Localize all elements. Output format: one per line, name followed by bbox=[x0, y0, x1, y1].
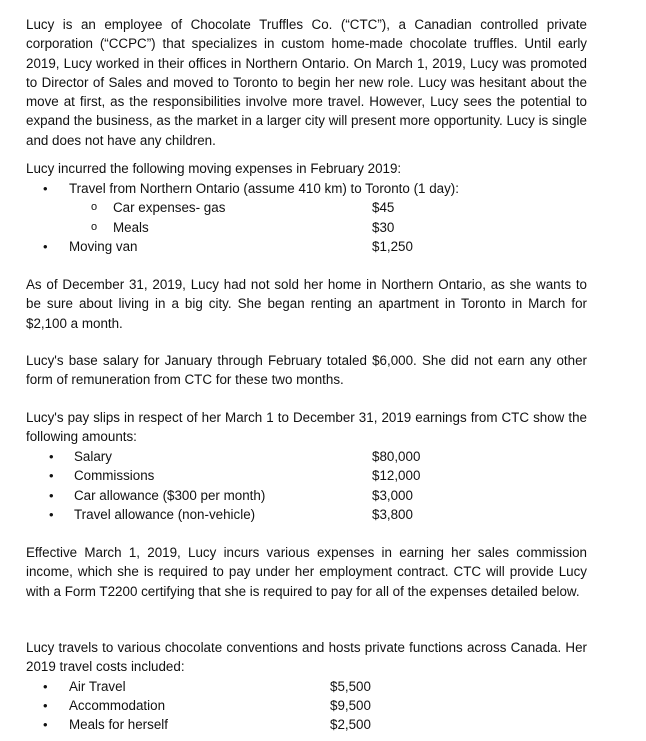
item-label: Meals for herself bbox=[69, 717, 168, 732]
list-item-commissions bbox=[0, 466, 646, 485]
list-item-accommodation bbox=[0, 696, 646, 715]
item-amount: $45 bbox=[372, 200, 395, 215]
item-label: Meals bbox=[113, 220, 149, 235]
bullet-icon: • bbox=[49, 507, 54, 522]
list-item-moving-van bbox=[0, 237, 646, 256]
item-amount: $12,000 bbox=[372, 468, 421, 483]
list-item-air-travel bbox=[0, 677, 646, 696]
item-label: Air Travel bbox=[69, 679, 126, 694]
item-amount: $80,000 bbox=[372, 449, 421, 464]
sub-list-item-meals bbox=[0, 218, 646, 237]
item-label: Moving van bbox=[69, 239, 138, 254]
base-salary-paragraph: Lucy's base salary for January through February totaled $6,000. She did not earn any other form of remuneration from CTC for these two months. bbox=[26, 353, 587, 388]
bullet-icon: • bbox=[43, 717, 48, 732]
item-amount: $9,500 bbox=[330, 698, 371, 713]
item-amount: $3,000 bbox=[372, 488, 413, 503]
sub-list-item-gas bbox=[0, 198, 646, 217]
item-label: Travel allowance (non-vehicle) bbox=[74, 507, 256, 522]
bullet-icon: • bbox=[49, 449, 54, 464]
item-label: Car expenses- gas bbox=[113, 200, 226, 215]
item-label: Commissions bbox=[74, 468, 155, 483]
item-label: Travel from Northern Ontario (assume 410 km) to Toronto (1 day): bbox=[69, 181, 459, 196]
item-amount: $2,500 bbox=[330, 717, 371, 732]
bullet-icon: • bbox=[49, 468, 54, 483]
item-amount: $30 bbox=[372, 220, 395, 235]
item-amount: $3,800 bbox=[372, 507, 413, 522]
list-item-meals-herself bbox=[0, 715, 646, 734]
travel-intro: Lucy travels to various chocolate conventions and hosts private functions across Canada. Her 2019 travel costs included: bbox=[26, 640, 587, 675]
item-label: Accommodation bbox=[69, 698, 166, 713]
item-label: Salary bbox=[74, 449, 112, 464]
home-paragraph: As of December 31, 2019, Lucy had not sold her home in Northern Ontario, as she wants to be sure about living in a big city. She began renting an apartment in Toronto in March for $2,100 a month. bbox=[26, 277, 587, 331]
bullet-icon: • bbox=[43, 679, 48, 694]
item-amount: $5,500 bbox=[330, 679, 371, 694]
item-label: Car allowance ($300 per month) bbox=[74, 488, 266, 503]
bullet-icon: • bbox=[49, 488, 54, 503]
bullet-icon: • bbox=[43, 181, 48, 196]
item-amount: $1,250 bbox=[372, 239, 413, 254]
bullet-icon: • bbox=[43, 239, 48, 254]
effective-paragraph: Effective March 1, 2019, Lucy incurs various expenses in earning her sales commission income, which she is required to pay under her employment contract. CTC will provide Lucy with a Form T2200 certifying that she is required to pay for all of the expenses detailed below. bbox=[26, 545, 587, 599]
payslips-intro: Lucy's pay slips in respect of her March 1 to December 31, 2019 earnings from CTC show the following amounts: bbox=[26, 410, 587, 445]
moving-expenses-intro: Lucy incurred the following moving expenses in February 2019: bbox=[26, 161, 402, 176]
bullet-icon: • bbox=[43, 698, 48, 713]
list-item-travel-allowance bbox=[0, 505, 646, 524]
circle-bullet-icon: o bbox=[91, 201, 98, 213]
circle-bullet-icon: o bbox=[91, 221, 98, 233]
intro-paragraph: Lucy is an employee of Chocolate Truffles Co. (“CTC”), a Canadian controlled private corporation (“CCPC”) that specializes in custom home-made chocolate truffles. Until early 2019, Lucy worked in their offices in Northern Ontario. On March 1, 2019, Lucy was promoted to Director of Sales and moved to Toronto to begin her new role. Lucy was hesitant about the move at first, as the responsibilities involve more travel. However, Lucy sees the potential to expand the business, as the market in a larger city will present more opportunity. Lucy is single and does not have any children. bbox=[26, 17, 587, 148]
list-item-travel bbox=[0, 179, 646, 198]
list-item-car-allowance bbox=[0, 486, 646, 505]
list-item-salary bbox=[0, 447, 646, 466]
